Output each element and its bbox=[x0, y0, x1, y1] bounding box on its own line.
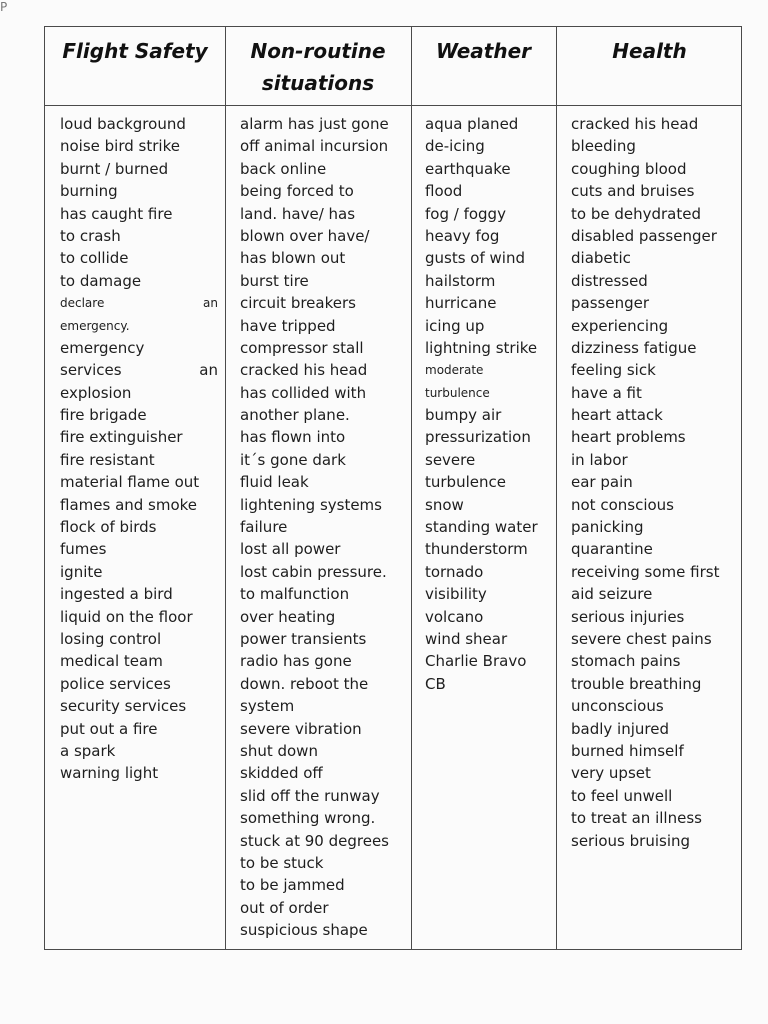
term-item: to collide bbox=[60, 249, 129, 268]
term-item: system bbox=[240, 697, 295, 716]
term-item: heavy fog bbox=[425, 226, 500, 245]
term-item: back online bbox=[240, 159, 327, 178]
term-item: to be stuck bbox=[240, 853, 324, 872]
term-item: very upset bbox=[571, 764, 651, 783]
column-divider bbox=[411, 27, 412, 949]
term-item: suspicious shape bbox=[240, 921, 368, 940]
term-item: lost cabin pressure. bbox=[240, 562, 387, 581]
column-non-routine-situations bbox=[240, 113, 408, 941]
term-item bbox=[60, 292, 220, 314]
term-item: has caught fire bbox=[60, 204, 173, 223]
term-item: something wrong. bbox=[240, 809, 376, 828]
term-item: to be jammed bbox=[240, 876, 345, 895]
column-flight-safety bbox=[60, 113, 220, 785]
term-item: moderate bbox=[425, 363, 484, 378]
term-item: explosion bbox=[60, 383, 132, 402]
term-item: dizziness fatigue bbox=[571, 338, 697, 357]
term-item: has flown into bbox=[240, 428, 346, 447]
term-item: diabetic bbox=[571, 249, 631, 268]
term-item: shut down bbox=[240, 741, 318, 760]
term-item: standing water bbox=[425, 518, 538, 537]
term-item: ear pain bbox=[571, 473, 633, 492]
column-divider bbox=[225, 27, 226, 949]
term-item: not conscious bbox=[571, 495, 674, 514]
column-divider bbox=[556, 27, 557, 949]
term-item: tornado bbox=[425, 562, 484, 581]
term-item: icing up bbox=[425, 316, 485, 335]
term-item: hailstorm bbox=[425, 271, 496, 290]
column-header-text bbox=[612, 35, 686, 67]
term-item: ingested a bird bbox=[60, 585, 173, 604]
term-item: visibility bbox=[425, 585, 487, 604]
term-item: loud background bbox=[60, 115, 186, 133]
term-item: flood bbox=[425, 182, 463, 201]
vocabulary-table bbox=[44, 26, 742, 950]
header-non-routine-situations bbox=[225, 27, 411, 105]
term-item: fire extinguisher bbox=[60, 428, 183, 447]
term-list bbox=[425, 113, 553, 695]
term-item: fog / foggy bbox=[425, 204, 506, 223]
term-item: coughing blood bbox=[571, 159, 687, 178]
column-header-text bbox=[250, 35, 385, 99]
term-item: slid off the runway bbox=[240, 786, 380, 805]
term-item: medical team bbox=[60, 652, 163, 671]
term-item: have a fit bbox=[571, 383, 642, 402]
term-item: police services bbox=[60, 674, 171, 693]
term-item: passenger bbox=[571, 294, 649, 313]
term-item: bleeding bbox=[571, 137, 636, 156]
term-item: distressed bbox=[571, 271, 648, 290]
term-item: severe bbox=[425, 450, 476, 469]
term-item: it´s gone dark bbox=[240, 450, 346, 469]
term-item: aid seizure bbox=[571, 585, 653, 604]
term-item: burned himself bbox=[571, 741, 684, 760]
term-item: burning bbox=[60, 182, 118, 201]
term-item: security services bbox=[60, 697, 187, 716]
term-text-right: an bbox=[203, 296, 218, 311]
term-item: another plane. bbox=[240, 406, 350, 425]
term-item: fluid leak bbox=[240, 473, 309, 492]
term-item: put out a fire bbox=[60, 719, 158, 738]
term-item: turbulence bbox=[425, 385, 490, 400]
term-item: feeling sick bbox=[571, 361, 656, 380]
term-list bbox=[571, 113, 739, 852]
term-item: failure bbox=[240, 518, 288, 537]
term-item: losing control bbox=[60, 629, 162, 648]
term-item: cracked his head bbox=[240, 361, 368, 380]
term-item: hurricane bbox=[425, 294, 497, 313]
term-item: liquid on the floor bbox=[60, 607, 193, 626]
term-item: alarm has just gone bbox=[240, 115, 389, 133]
term-item: stuck at 90 degrees bbox=[240, 831, 389, 850]
header-rule bbox=[45, 105, 741, 106]
term-item: skidded off bbox=[240, 764, 323, 783]
term-item: aqua planed bbox=[425, 115, 519, 133]
term-item: earthquake bbox=[425, 159, 511, 178]
term-item: has blown out bbox=[240, 249, 346, 268]
term-item: to crash bbox=[60, 226, 121, 245]
term-item: out of order bbox=[240, 898, 329, 917]
term-item: burnt / burned bbox=[60, 159, 169, 178]
header-weather bbox=[411, 27, 556, 105]
term-item: warning light bbox=[60, 764, 159, 783]
term-item: experiencing bbox=[571, 316, 669, 335]
term-item: wind shear bbox=[425, 629, 508, 648]
column-header-line: Non-routine bbox=[250, 39, 386, 63]
term-item: cuts and bruises bbox=[571, 182, 695, 201]
term-text-right: an bbox=[199, 361, 218, 380]
term-text: declare bbox=[60, 296, 105, 311]
term-item: serious injuries bbox=[571, 607, 685, 626]
term-item: off animal incursion bbox=[240, 137, 389, 156]
term-item: volcano bbox=[425, 607, 484, 626]
term-item: circuit breakers bbox=[240, 294, 356, 313]
term-item: material flame out bbox=[60, 473, 200, 492]
scan-mark: P bbox=[0, 0, 8, 14]
term-item: radio has gone bbox=[240, 652, 352, 671]
term-item: fire resistant bbox=[60, 450, 155, 469]
column-header-line: situations bbox=[261, 71, 375, 95]
term-item: Charlie Bravo bbox=[425, 652, 527, 671]
column-health bbox=[571, 113, 739, 852]
term-item: noise bird strike bbox=[60, 137, 180, 156]
term-item: severe vibration bbox=[240, 719, 362, 738]
term-item: fumes bbox=[60, 540, 107, 559]
term-item: burst tire bbox=[240, 271, 309, 290]
term-item: being forced to bbox=[240, 182, 354, 201]
term-item: has collided with bbox=[240, 383, 367, 402]
term-text: services bbox=[60, 361, 122, 380]
term-item: receiving some first bbox=[571, 562, 720, 581]
term-item: serious bruising bbox=[571, 831, 691, 850]
term-item: turbulence bbox=[425, 473, 506, 492]
term-item: have tripped bbox=[240, 316, 336, 335]
term-item: severe chest pains bbox=[571, 629, 712, 648]
term-item: lost all power bbox=[240, 540, 341, 559]
term-item: to damage bbox=[60, 271, 142, 290]
term-item: to be dehydrated bbox=[571, 204, 701, 223]
term-item: disabled passenger bbox=[571, 226, 717, 245]
column-weather bbox=[425, 113, 553, 695]
term-list bbox=[60, 113, 220, 785]
term-item: de-icing bbox=[425, 137, 485, 156]
column-header-text bbox=[436, 35, 531, 67]
column-header-line: Health bbox=[612, 39, 687, 63]
term-item: flock of birds bbox=[60, 518, 157, 537]
term-item: badly injured bbox=[571, 719, 669, 738]
term-item bbox=[60, 359, 220, 381]
term-item: lightning strike bbox=[425, 338, 538, 357]
header-health bbox=[556, 27, 743, 105]
term-item: bumpy air bbox=[425, 406, 502, 425]
term-item: gusts of wind bbox=[425, 249, 525, 268]
term-item: quarantine bbox=[571, 540, 653, 559]
term-item: emergency bbox=[60, 338, 145, 357]
term-item: snow bbox=[425, 495, 464, 514]
term-item: thunderstorm bbox=[425, 540, 528, 559]
term-item: fire brigade bbox=[60, 406, 147, 425]
term-item: unconscious bbox=[571, 697, 664, 716]
term-item: to treat an illness bbox=[571, 809, 702, 828]
term-item: ignite bbox=[60, 562, 103, 581]
term-item: heart attack bbox=[571, 406, 663, 425]
term-item: in labor bbox=[571, 450, 628, 469]
term-item: cracked his head bbox=[571, 115, 699, 133]
term-item: over heating bbox=[240, 607, 336, 626]
header-flight-safety bbox=[45, 27, 225, 105]
term-item: blown over have/ bbox=[240, 226, 370, 245]
column-header-text bbox=[62, 35, 207, 67]
term-item: trouble breathing bbox=[571, 674, 702, 693]
term-item: panicking bbox=[571, 518, 644, 537]
term-item: land. have/ has bbox=[240, 204, 356, 223]
term-item: pressurization bbox=[425, 428, 531, 447]
term-item: compressor stall bbox=[240, 338, 364, 357]
term-item: a spark bbox=[60, 741, 116, 760]
term-item: flames and smoke bbox=[60, 495, 198, 514]
term-item: down. reboot the bbox=[240, 674, 369, 693]
term-item: CB bbox=[425, 674, 446, 693]
term-item: to malfunction bbox=[240, 585, 350, 604]
term-item: heart problems bbox=[571, 428, 686, 447]
term-item: emergency. bbox=[60, 318, 130, 333]
column-header-line: Flight Safety bbox=[62, 39, 208, 63]
term-item: power transients bbox=[240, 629, 367, 648]
term-list bbox=[240, 113, 408, 941]
term-item: to feel unwell bbox=[571, 786, 673, 805]
term-item: lightening systems bbox=[240, 495, 382, 514]
column-header-line: Weather bbox=[435, 39, 532, 63]
term-item: stomach pains bbox=[571, 652, 681, 671]
